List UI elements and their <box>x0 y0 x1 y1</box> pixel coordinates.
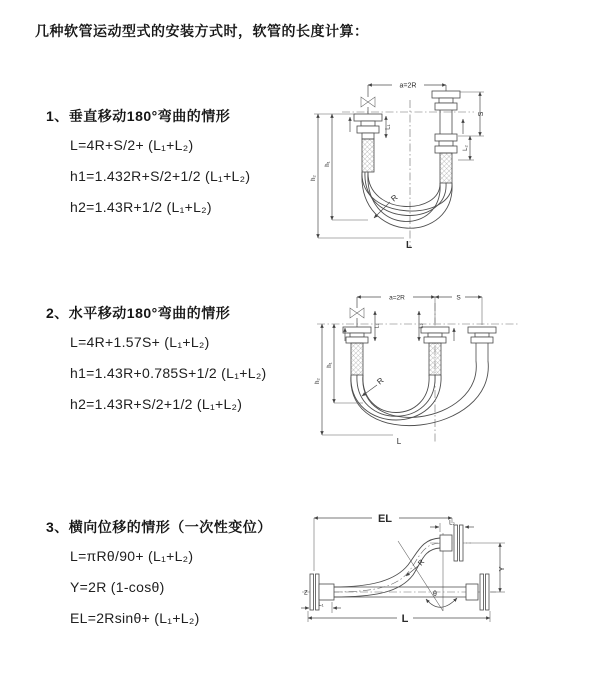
dim-label-el: EL <box>377 513 393 525</box>
flange-left <box>343 327 371 343</box>
dim-label-l1: L₁ <box>318 602 324 608</box>
formula-line: EL=2Rsinθ+ (L₁+L₂) <box>70 610 200 626</box>
dimension-length <box>322 435 402 446</box>
formula-line: h2=1.43R+1/2 (L₁+L₂) <box>70 199 212 215</box>
dim-label-l2: L₂ <box>449 520 455 527</box>
dim-label-l2: L₂ <box>418 323 425 329</box>
dimension-h2 <box>315 324 322 435</box>
angle-label: θ <box>433 591 437 598</box>
dimension-span <box>357 295 435 324</box>
dimension-l2 <box>430 521 474 533</box>
radius-label: R <box>415 557 427 568</box>
diagram-horizontal-180-bend <box>315 283 550 458</box>
formula-line: h2=1.43R+S/2+1/2 (L₁+L₂) <box>70 396 243 412</box>
dimension-s <box>458 92 485 136</box>
dim-label-l2: L₂ <box>463 145 469 151</box>
dim-label-y: Y <box>497 566 506 572</box>
formula-line: L=4R+S/2+ (L₁+L₂) <box>70 137 194 153</box>
document-title: 几种软管运动型式的安装方式时，软管的长度计算： <box>35 23 369 39</box>
length-label: L <box>405 240 413 251</box>
dimension-h2 <box>311 114 318 238</box>
section-2-heading: 2、水平移动180°弯曲的情形 <box>46 305 231 321</box>
length-label: L <box>401 613 409 625</box>
dimension-length <box>308 611 490 625</box>
dimension-l2 <box>458 136 474 160</box>
dim-label-l1: L₁ <box>385 124 392 130</box>
valve-icon <box>361 85 375 114</box>
hose-curve <box>334 538 440 597</box>
dimension-length <box>318 238 412 251</box>
radius-label: R <box>375 375 386 387</box>
formula-line: h1=1.43R+0.785S+1/2 (L₁+L₂) <box>70 365 267 381</box>
dimension-l1 <box>375 311 381 341</box>
radius-label: R <box>389 192 400 204</box>
dimension-el <box>314 513 452 571</box>
section-1-heading: 1、垂直移动180°弯曲的情形 <box>46 108 231 124</box>
hose-curve <box>351 361 488 426</box>
axis-label: Z <box>304 590 308 597</box>
section-2 <box>46 303 267 412</box>
flange-right <box>468 327 496 361</box>
dim-label-a2r: a=2R <box>399 82 417 90</box>
hose-curve <box>362 172 452 228</box>
flange-displaced <box>440 525 463 561</box>
flange-right <box>432 91 460 153</box>
section-1 <box>46 106 251 215</box>
dim-label-a2r: a=2R <box>389 294 405 302</box>
dim-label-h1: h₁ <box>327 362 333 368</box>
dim-label-h1: h₁ <box>325 161 331 167</box>
dimension-s <box>435 295 482 326</box>
flange-middle <box>421 327 449 343</box>
dimension-span <box>368 83 446 92</box>
dimension-l1 <box>301 602 341 613</box>
diagram-vertical-180-bend <box>312 72 544 262</box>
braided-hose-section <box>429 343 441 375</box>
braided-hose-section <box>362 139 374 172</box>
diagram-lateral-displacement <box>300 503 595 645</box>
dim-label-s: S <box>478 111 485 117</box>
dimension-l1 <box>386 116 392 138</box>
dim-label-h2: h₂ <box>315 378 321 384</box>
braided-hose-section <box>351 343 363 375</box>
flange-left <box>354 114 382 139</box>
radius-leader <box>406 557 427 576</box>
braided-hose-section <box>440 153 452 183</box>
formula-line: h1=1.432R+S/2+1/2 (L₁+L₂) <box>70 168 251 184</box>
valve-icon <box>350 297 364 327</box>
section-3 <box>46 517 272 626</box>
length-label: L <box>396 437 402 446</box>
formula-line: L=πRθ/90+ (L₁+L₂) <box>70 548 194 564</box>
dim-label-h2: h₂ <box>311 175 317 181</box>
dim-label-l1: L₁ <box>374 323 381 329</box>
section-3-heading: 3、横向位移的情形（一次性变位） <box>46 519 272 535</box>
dim-label-s: S <box>456 294 461 302</box>
formula-line: Y=2R (1-cosθ) <box>70 579 165 595</box>
dimension-l2 <box>419 311 425 341</box>
formula-line: L=4R+1.57S+ (L₁+L₂) <box>70 334 210 350</box>
